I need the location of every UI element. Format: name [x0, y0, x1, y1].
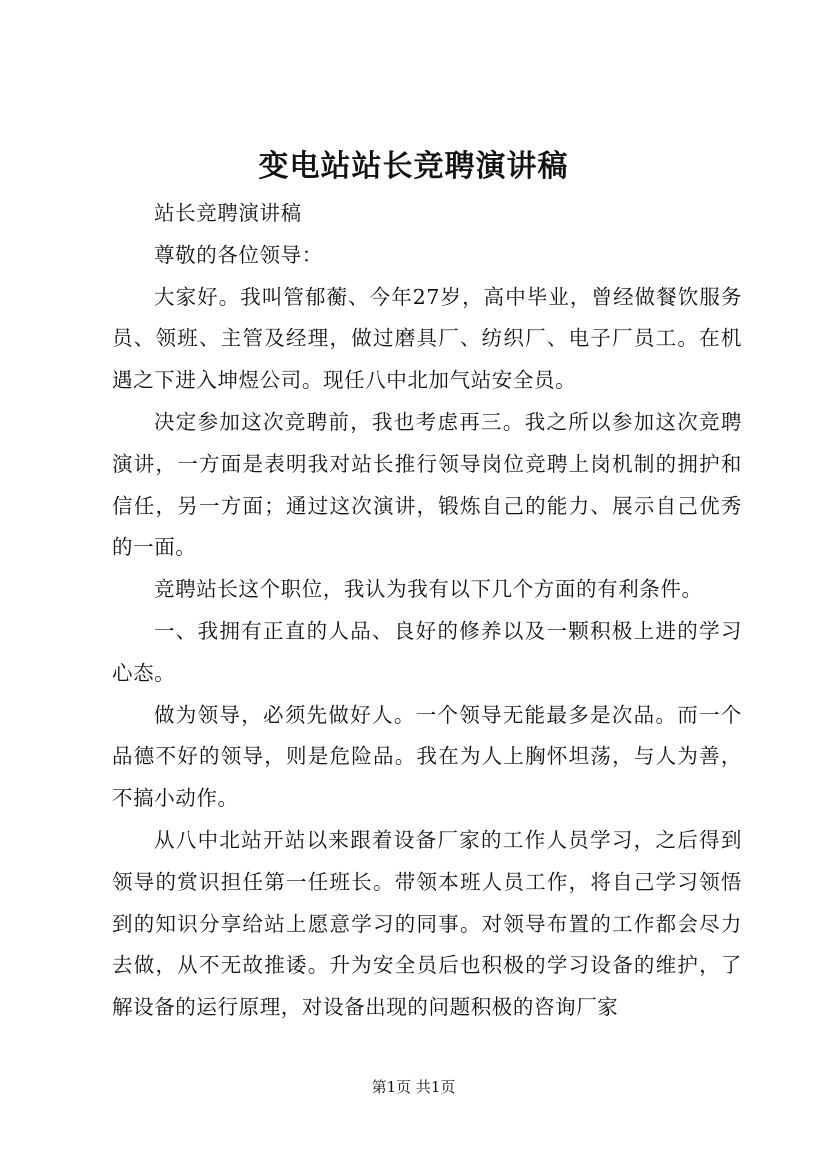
- paragraph: 从八中北站开站以来跟着设备厂家的工作人员学习，之后得到领导的赏识担任第一任班长。带领本班人员工作，将自己学习领悟到的知识分享给站上愿意学习的同事。对领导布置的工作都会尽力去做，从不无故推诿。升为安全员后也积极的学习设备的维护，了解设备的运行原理，对设备出现的问题积极的咨询厂家: [112, 827, 742, 1020]
- paragraph: 竞聘站长这个职位，我认为我有以下几个方面的有利条件。: [154, 577, 703, 602]
- paragraph: 做为领导，必须先做好人。一个领导无能最多是次品。而一个品德不好的领导，则是危险品。我在为人上胸怀坦荡，与人为善，不搞小动作。: [112, 702, 742, 811]
- document-body: [112, 193, 742, 1029]
- paragraph: 决定参加这次竞聘前，我也考虑再三。我之所以参加这次竞聘演讲，一方面是表明我对站长推行领导岗位竞聘上岗机制的拥护和信任，另一方面；通过这次演讲，锻炼自己的能力、展示自己优秀的一面。: [112, 409, 742, 560]
- paragraph: 大家好。我叫管郁蘅、今年27岁，高中毕业，曾经做餐饮服务员、领班、主管及经理，做过磨具厂、纺织厂、电子厂员工。在机遇之下进入坤煜公司。现任八中北加气站安全员。: [112, 284, 742, 393]
- paragraph-subtitle: 站长竞聘演讲稿: [154, 201, 302, 225]
- paragraph: 一、我拥有正直的人品、良好的修养以及一颗积极上进的学习心态。: [112, 618, 742, 685]
- page-footer: 第1页 共1页: [371, 1078, 456, 1096]
- paragraph-salutation: 尊敬的各位领导：: [154, 242, 323, 267]
- document-title: 变电站站长竞聘演讲稿: [258, 149, 569, 184]
